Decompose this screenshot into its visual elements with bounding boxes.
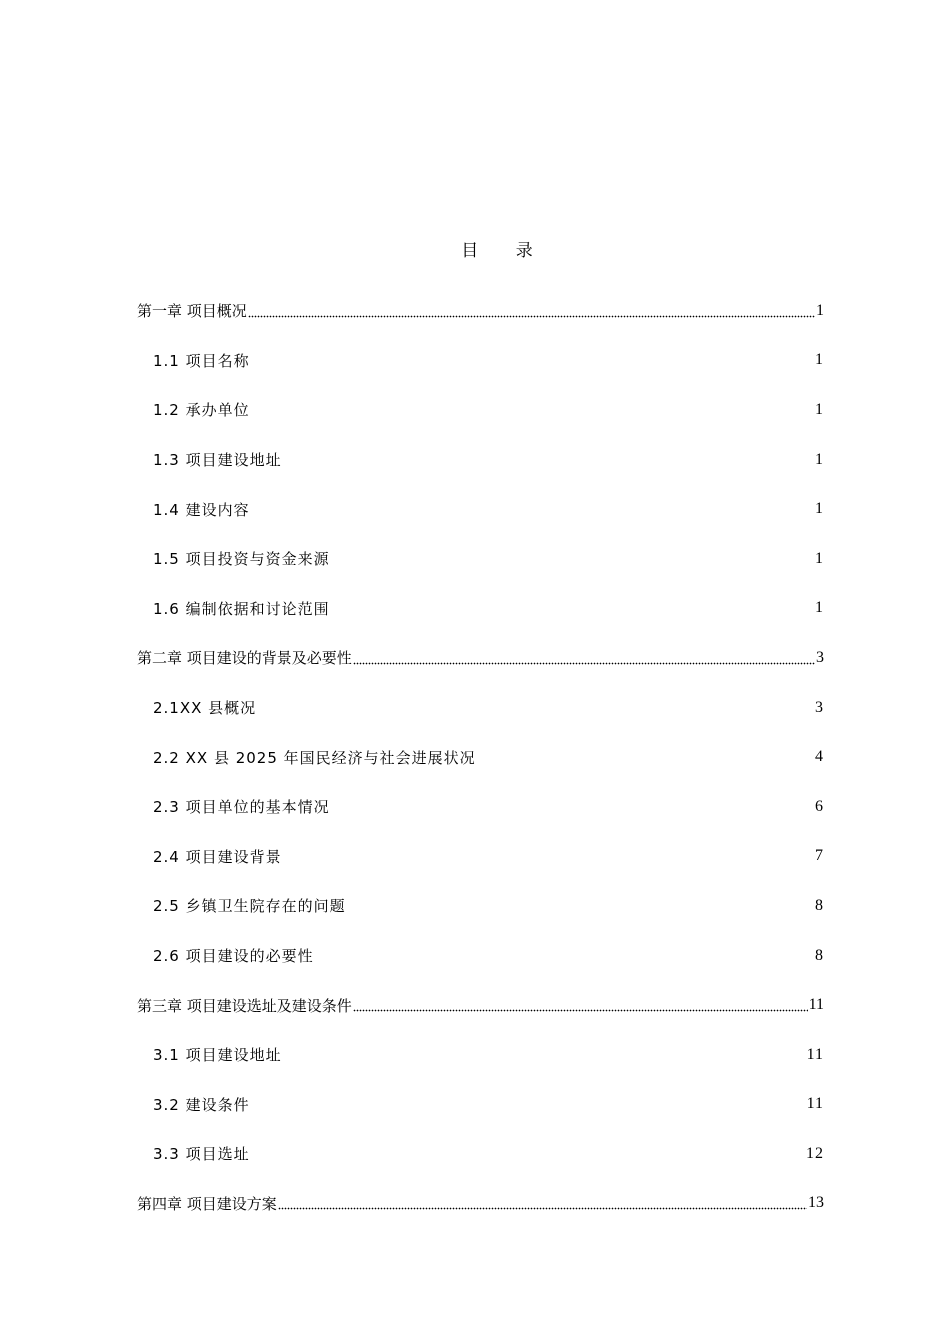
toc-page-number: 3 bbox=[816, 648, 824, 666]
toc-entry-label: 1.1 项目名称 bbox=[153, 351, 250, 370]
toc-entry-label: 第一章 项目概况 bbox=[137, 302, 247, 321]
toc-entry-label: 1.6 编制依据和讨论范围 bbox=[153, 599, 330, 618]
dot-leader bbox=[353, 998, 808, 1012]
toc-chapter-3[interactable] bbox=[137, 980, 824, 1030]
toc-section-1-1[interactable] bbox=[137, 336, 824, 386]
toc-section-2-1[interactable] bbox=[137, 683, 824, 733]
toc-page-number: 1 bbox=[815, 500, 824, 518]
toc-page-number: 1 bbox=[815, 450, 824, 468]
toc-entry-label: 1.5 项目投资与资金来源 bbox=[153, 550, 330, 569]
toc-section-1-6[interactable] bbox=[137, 584, 824, 634]
table-of-contents bbox=[137, 286, 824, 1228]
toc-page-number: 8 bbox=[815, 946, 824, 964]
toc-page-number: 11 bbox=[806, 1045, 824, 1063]
toc-page-number: 1 bbox=[815, 549, 824, 567]
toc-chapter-2[interactable] bbox=[137, 633, 824, 683]
toc-entry-label: 1.4 建设内容 bbox=[153, 500, 250, 519]
toc-entry-label: 2.2 XX 县 2025 年国民经济与社会进展状况 bbox=[153, 748, 476, 767]
toc-chapter-4[interactable] bbox=[137, 1179, 824, 1229]
toc-entry-label: 3.2 建设条件 bbox=[153, 1095, 250, 1114]
toc-entry-label: 2.1XX 县概况 bbox=[153, 699, 257, 718]
toc-page-number: 3 bbox=[815, 698, 824, 716]
toc-title: 目 录 bbox=[461, 241, 549, 261]
toc-entry-label: 1.2 承办单位 bbox=[153, 401, 250, 420]
toc-page-number: 6 bbox=[815, 797, 824, 815]
toc-entry-label: 2.5 乡镇卫生院存在的问题 bbox=[153, 897, 346, 916]
toc-section-2-5[interactable] bbox=[137, 881, 824, 931]
toc-section-3-1[interactable] bbox=[137, 1030, 824, 1080]
toc-page-number: 12 bbox=[806, 1144, 824, 1162]
toc-entry-label: 2.6 项目建设的必要性 bbox=[153, 947, 314, 966]
toc-section-1-4[interactable] bbox=[137, 484, 824, 534]
toc-section-2-2[interactable] bbox=[137, 732, 824, 782]
toc-entry-label: 3.3 项目选址 bbox=[153, 1145, 250, 1164]
toc-section-3-2[interactable] bbox=[137, 1080, 824, 1130]
dot-leader bbox=[248, 304, 815, 318]
toc-page-number: 11 bbox=[808, 996, 824, 1014]
toc-entry-label: 2.3 项目单位的基本情况 bbox=[153, 798, 330, 817]
toc-section-1-2[interactable] bbox=[137, 385, 824, 435]
toc-page-number: 4 bbox=[815, 748, 824, 766]
toc-entry-label: 3.1 项目建设地址 bbox=[153, 1046, 282, 1065]
toc-entry-label: 2.4 项目建设背景 bbox=[153, 847, 282, 866]
toc-page-number: 1 bbox=[816, 301, 824, 319]
toc-section-1-5[interactable] bbox=[137, 534, 824, 584]
toc-section-3-3[interactable] bbox=[137, 1129, 824, 1179]
dot-leader bbox=[278, 1196, 807, 1210]
toc-page-number: 1 bbox=[815, 599, 824, 617]
toc-page-number: 11 bbox=[806, 1095, 824, 1113]
toc-section-2-4[interactable] bbox=[137, 832, 824, 882]
toc-section-2-3[interactable] bbox=[137, 782, 824, 832]
toc-page-number: 1 bbox=[815, 400, 824, 418]
toc-page-number: 7 bbox=[815, 847, 824, 865]
toc-page-number: 13 bbox=[808, 1194, 824, 1212]
toc-entry-label: 第三章 项目建设选址及建设条件 bbox=[137, 996, 352, 1015]
toc-chapter-1[interactable] bbox=[137, 286, 824, 336]
toc-section-2-6[interactable] bbox=[137, 931, 824, 981]
toc-entry-label: 第四章 项目建设方案 bbox=[137, 1194, 277, 1213]
toc-entry-label: 第二章 项目建设的背景及必要性 bbox=[137, 649, 352, 668]
toc-entry-label: 1.3 项目建设地址 bbox=[153, 451, 282, 470]
dot-leader bbox=[353, 651, 815, 665]
toc-page-number: 1 bbox=[815, 351, 824, 369]
toc-page-number: 8 bbox=[815, 896, 824, 914]
toc-section-1-3[interactable] bbox=[137, 435, 824, 485]
